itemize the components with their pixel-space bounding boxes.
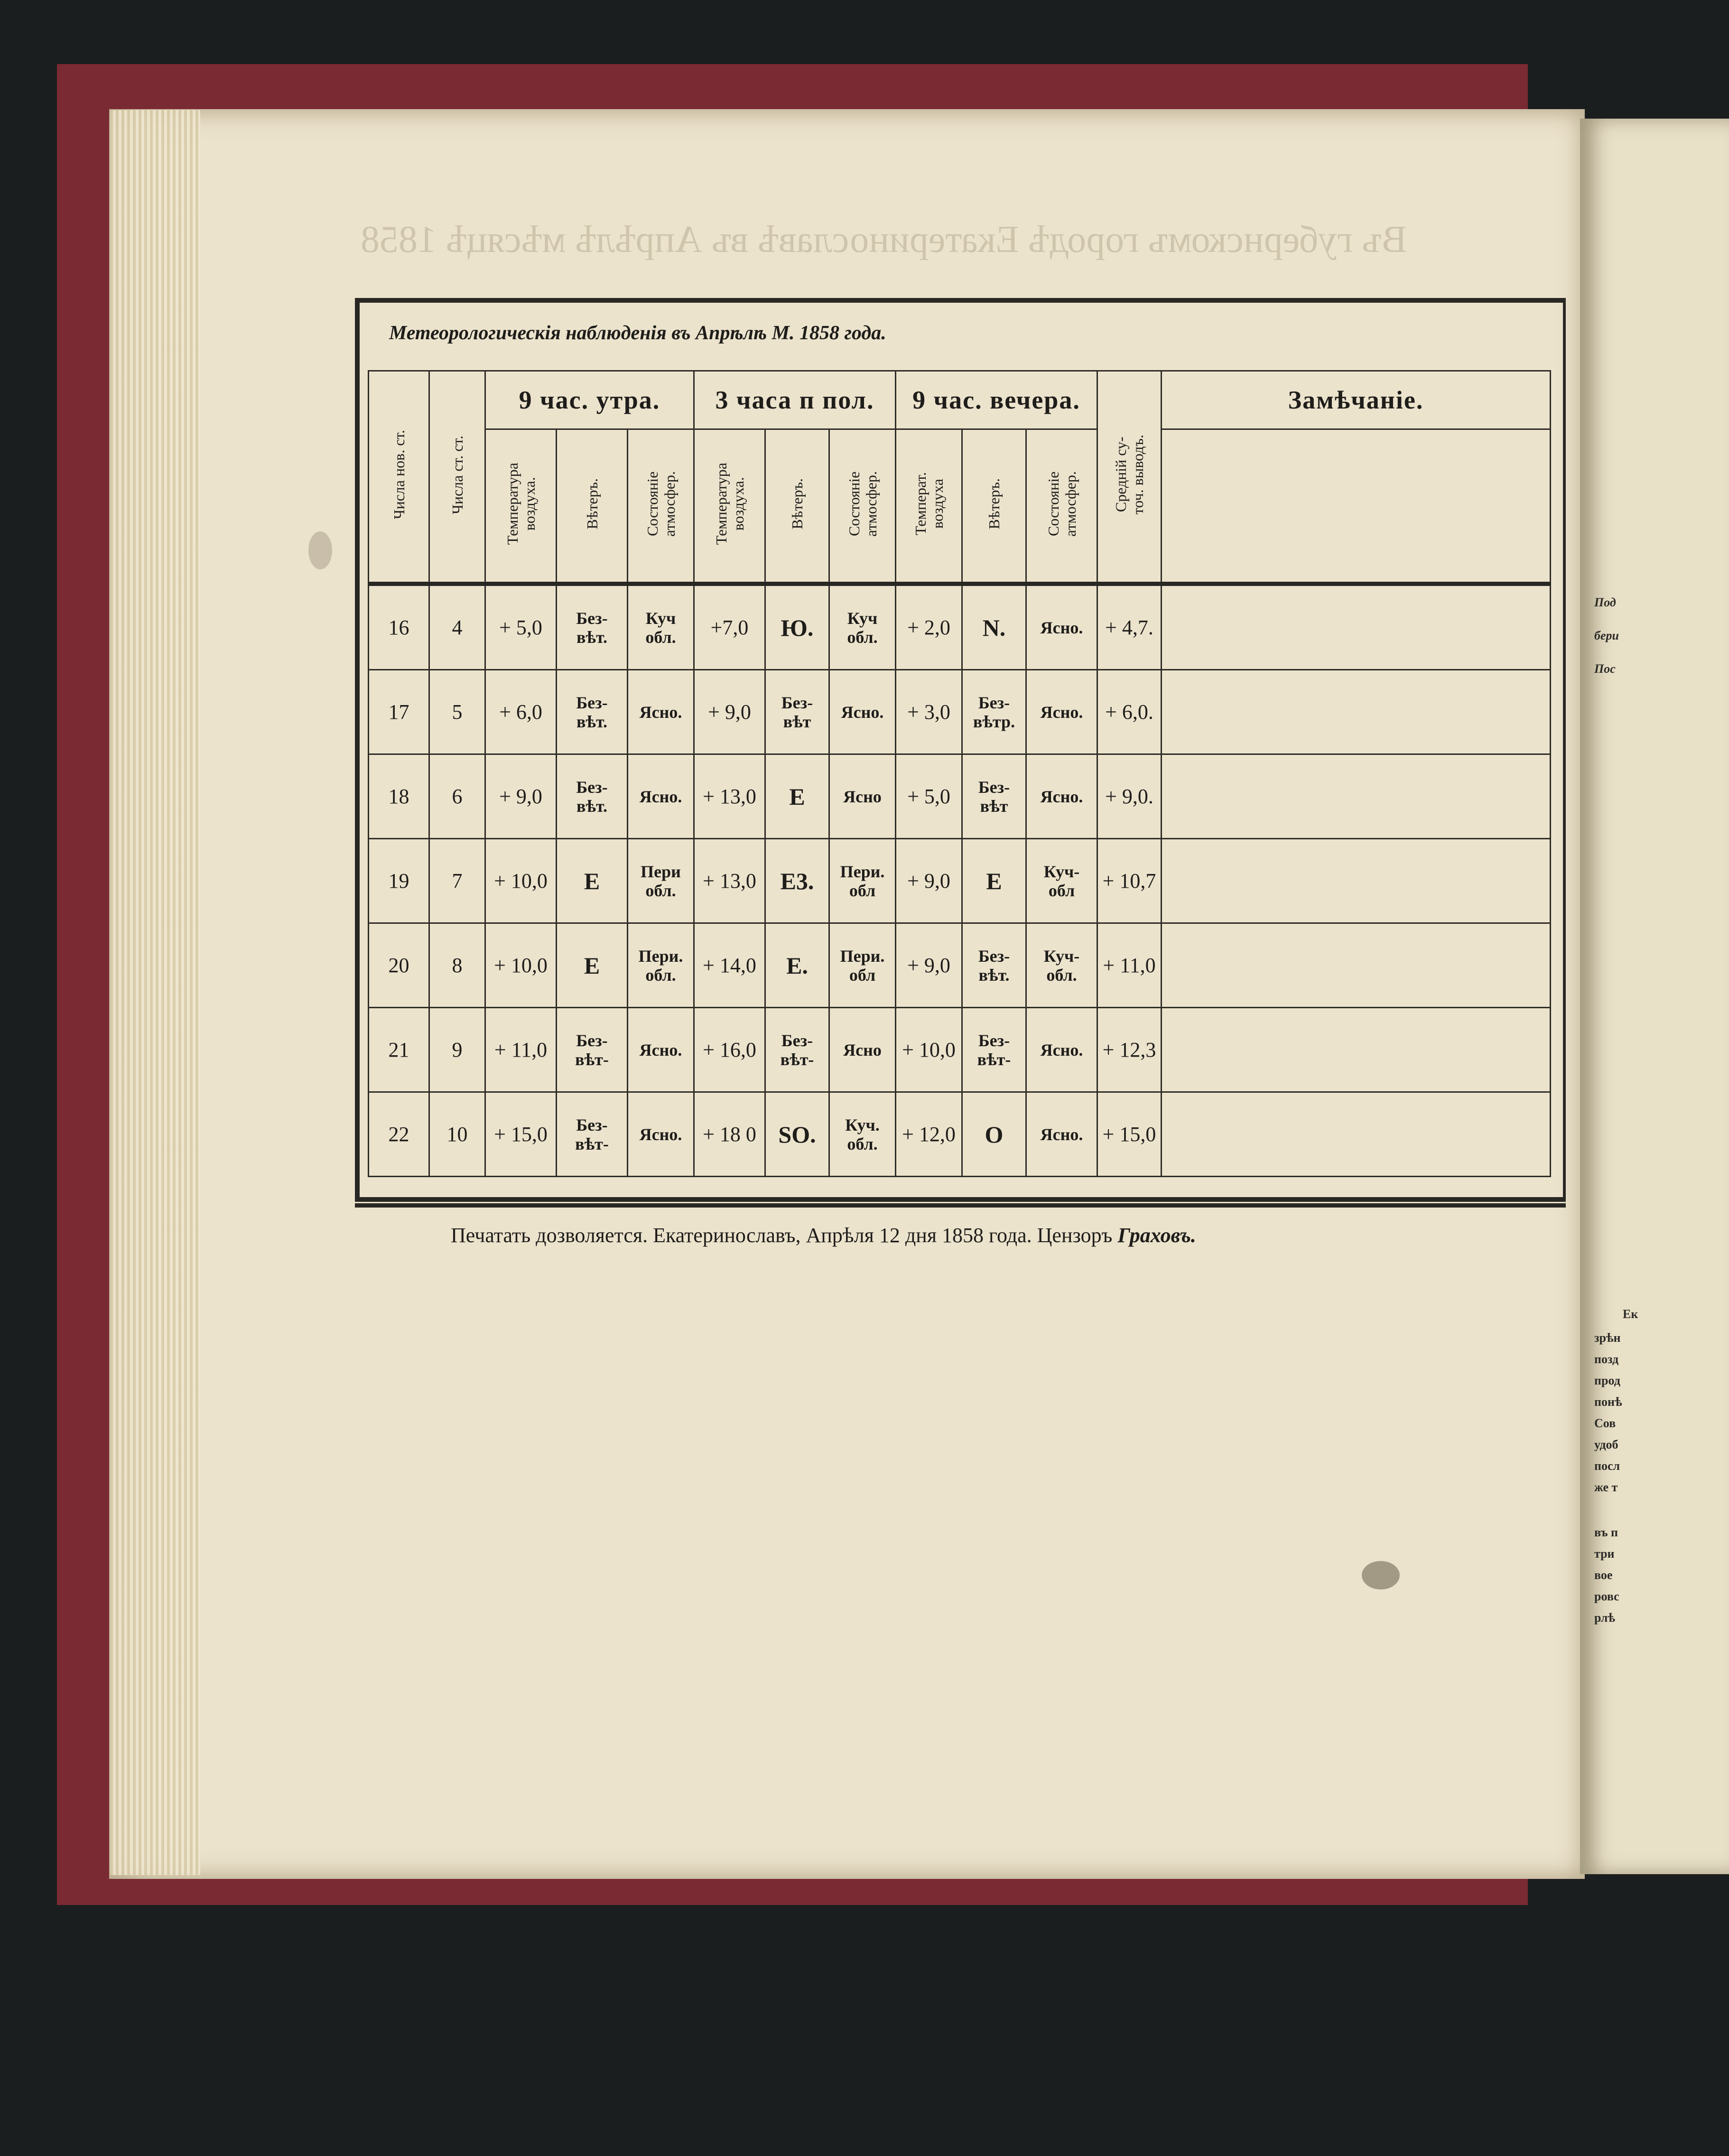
cell-atmos-eve: Куч- обл <box>1026 839 1097 923</box>
cell-atmos-eve: Ясно. <box>1026 754 1097 839</box>
cell-average: + 15,0 <box>1097 1092 1162 1177</box>
cell-notes <box>1162 670 1551 754</box>
cell-temp-eve: + 2,0 <box>896 584 962 670</box>
facing-text: Ек <box>1623 1307 1638 1321</box>
facing-text: прод <box>1594 1374 1620 1387</box>
cell-temp-eve: + 12,0 <box>896 1092 962 1177</box>
col-header-temp-am: Температура воздуха. <box>485 429 557 584</box>
col-header-wind-eve: Вѣтеръ. <box>962 429 1026 584</box>
cell-atmos-am: Ясно. <box>628 670 694 754</box>
cell-wind-pm: SO. <box>765 1092 829 1177</box>
col-header-atmos-am: Состояніе атмосфер. <box>628 429 694 584</box>
weather-table <box>368 370 1551 1177</box>
cell-average: + 10,7 <box>1097 839 1162 923</box>
cell-atmos-am: Куч обл. <box>628 584 694 670</box>
column-header-row <box>369 429 1551 584</box>
col-header-temp-eve: Температ. воздуха <box>896 429 962 584</box>
cell-atmos-pm: Ясно <box>829 754 896 839</box>
cell-old-day: 4 <box>429 584 485 670</box>
cell-wind-am: Без- вѣт. <box>557 670 628 754</box>
facing-text: посл <box>1594 1459 1620 1473</box>
censor-text: Печатать дозволяется. Екатеринославъ, Апрѣля 12 дня 1858 года. Цензоръ <box>451 1224 1113 1247</box>
cell-temp-am: + 11,0 <box>485 1008 557 1092</box>
cell-new-day: 17 <box>369 670 429 754</box>
cell-temp-am: + 6,0 <box>485 670 557 754</box>
cell-average: + 12,3 <box>1097 1008 1162 1092</box>
group-header-evening: 9 час. вечера. <box>896 371 1097 429</box>
cell-old-day: 8 <box>429 923 485 1008</box>
cell-temp-am: + 15,0 <box>485 1092 557 1177</box>
facing-text: бери <box>1594 629 1619 642</box>
cell-temp-pm: + 13,0 <box>694 839 765 923</box>
cell-wind-eve: N. <box>962 584 1026 670</box>
cell-temp-pm: + 13,0 <box>694 754 765 839</box>
col-header-wind-pm: Вѣтеръ. <box>765 429 829 584</box>
table-row <box>369 670 1551 754</box>
facing-text: въ п <box>1594 1525 1618 1539</box>
facing-page <box>1580 119 1729 1874</box>
table-bottom-rule <box>355 1203 1566 1208</box>
cell-atmos-eve: Ясно. <box>1026 1008 1097 1092</box>
facing-text: рлѣ <box>1594 1611 1616 1625</box>
cell-old-day: 6 <box>429 754 485 839</box>
cell-atmos-am: Пери. обл. <box>628 923 694 1008</box>
cell-wind-am: Без- вѣт. <box>557 754 628 839</box>
cell-atmos-eve: Ясно. <box>1026 584 1097 670</box>
cell-wind-pm: E <box>765 754 829 839</box>
page-edges <box>110 110 200 1875</box>
table-row <box>369 1008 1551 1092</box>
cell-atmos-eve: Ясно. <box>1026 1092 1097 1177</box>
col-header-average: Средній су- точ. выводъ. <box>1097 371 1162 584</box>
cell-atmos-pm: Куч. обл. <box>829 1092 896 1177</box>
cell-temp-pm: + 16,0 <box>694 1008 765 1092</box>
cell-temp-pm: +7,0 <box>694 584 765 670</box>
col-header-temp-pm: Температура воздуха. <box>694 429 765 584</box>
cell-average: + 9,0. <box>1097 754 1162 839</box>
col-header-new-style: Числа нов. ст. <box>369 371 429 584</box>
cell-new-day: 21 <box>369 1008 429 1092</box>
facing-text: три <box>1594 1547 1615 1561</box>
cell-atmos-pm: Куч обл. <box>829 584 896 670</box>
cell-notes <box>1162 1092 1551 1177</box>
cell-temp-am: + 10,0 <box>485 923 557 1008</box>
paper-stain <box>1362 1561 1400 1589</box>
col-header-atmos-eve: Состояніе атмосфер. <box>1026 429 1097 584</box>
cell-atmos-eve: Куч- обл. <box>1026 923 1097 1008</box>
cell-average: + 4,7. <box>1097 584 1162 670</box>
cell-new-day: 20 <box>369 923 429 1008</box>
facing-text: удоб <box>1594 1438 1618 1451</box>
facing-text: вое <box>1594 1568 1613 1582</box>
table-row <box>369 1092 1551 1177</box>
facing-text: понѣ <box>1594 1395 1622 1409</box>
cell-average: + 11,0 <box>1097 923 1162 1008</box>
cell-notes <box>1162 839 1551 923</box>
cell-old-day: 9 <box>429 1008 485 1092</box>
cell-wind-am: Без- вѣт- <box>557 1008 628 1092</box>
cell-temp-pm: + 18 0 <box>694 1092 765 1177</box>
cell-temp-am: + 10,0 <box>485 839 557 923</box>
group-header-afternoon: 3 часа п пол. <box>694 371 896 429</box>
cell-wind-eve: Без- вѣт <box>962 754 1026 839</box>
cell-wind-am: E <box>557 923 628 1008</box>
censor-line <box>451 1223 1196 1247</box>
cell-temp-pm: + 14,0 <box>694 923 765 1008</box>
facing-text: ровс <box>1594 1589 1619 1603</box>
group-header-row <box>369 371 1551 429</box>
cell-notes <box>1162 923 1551 1008</box>
cell-old-day: 5 <box>429 670 485 754</box>
facing-text: Под <box>1594 595 1616 609</box>
cell-wind-pm: E. <box>765 923 829 1008</box>
cell-notes <box>1162 754 1551 839</box>
cell-temp-am: + 5,0 <box>485 584 557 670</box>
table-row <box>369 584 1551 670</box>
cell-wind-eve: Без- вѣтр. <box>962 670 1026 754</box>
cell-wind-eve: E <box>962 839 1026 923</box>
cell-atmos-pm: Ясно. <box>829 670 896 754</box>
cell-temp-eve: + 9,0 <box>896 923 962 1008</box>
cell-atmos-pm: Ясно <box>829 1008 896 1092</box>
cell-temp-am: + 9,0 <box>485 754 557 839</box>
cell-new-day: 16 <box>369 584 429 670</box>
paper-stain <box>308 531 332 569</box>
cell-atmos-am: Ясно. <box>628 1092 694 1177</box>
bleed-through-text: Въ губернскомъ городѣ Екатеринославѣ въ Апрѣлѣ мѣсяцѣ 1858 <box>361 219 1407 260</box>
table-row <box>369 839 1551 923</box>
cell-wind-pm: Без- вѣт- <box>765 1008 829 1092</box>
col-header-wind-am: Вѣтеръ. <box>557 429 628 584</box>
cell-wind-am: Без- вѣт. <box>557 584 628 670</box>
group-header-morning: 9 час. утра. <box>485 371 694 429</box>
group-header-notes: Замѣчаніе. <box>1162 371 1551 429</box>
cell-atmos-am: Ясно. <box>628 754 694 839</box>
cell-average: + 6,0. <box>1097 670 1162 754</box>
cell-notes <box>1162 1008 1551 1092</box>
notes-header-cell <box>1162 429 1551 584</box>
table-title: Метеорологическія наблюденія въ Апрѣлѣ М. 1858 года. <box>389 322 886 344</box>
table-row <box>369 923 1551 1008</box>
cell-atmos-pm: Пери. обл <box>829 923 896 1008</box>
cell-atmos-pm: Пери. обл <box>829 839 896 923</box>
cell-wind-eve: Без- вѣт- <box>962 1008 1026 1092</box>
facing-text: Сов <box>1594 1416 1616 1430</box>
facing-text: зрѣн <box>1594 1331 1621 1345</box>
col-header-atmos-pm: Состояніе атмосфер. <box>829 429 896 584</box>
facing-text: Пос <box>1594 662 1616 676</box>
cell-wind-eve: Без- вѣт. <box>962 923 1026 1008</box>
cell-new-day: 19 <box>369 839 429 923</box>
cell-wind-am: Без- вѣт- <box>557 1092 628 1177</box>
cell-new-day: 18 <box>369 754 429 839</box>
cell-old-day: 7 <box>429 839 485 923</box>
facing-text: же т <box>1594 1480 1618 1494</box>
cell-temp-eve: + 3,0 <box>896 670 962 754</box>
cell-wind-pm: Ю. <box>765 584 829 670</box>
cell-wind-am: E <box>557 839 628 923</box>
cell-temp-eve: + 10,0 <box>896 1008 962 1092</box>
cell-temp-eve: + 9,0 <box>896 839 962 923</box>
cell-temp-pm: + 9,0 <box>694 670 765 754</box>
cell-atmos-am: Ясно. <box>628 1008 694 1092</box>
facing-text: позд <box>1594 1352 1619 1366</box>
table-row <box>369 754 1551 839</box>
cell-atmos-am: Пери обл. <box>628 839 694 923</box>
cell-temp-eve: + 5,0 <box>896 754 962 839</box>
censor-name: Граховъ. <box>1117 1224 1196 1247</box>
cell-new-day: 22 <box>369 1092 429 1177</box>
cell-old-day: 10 <box>429 1092 485 1177</box>
cell-atmos-eve: Ясно. <box>1026 670 1097 754</box>
cell-wind-pm: Е3. <box>765 839 829 923</box>
cell-wind-eve: O <box>962 1092 1026 1177</box>
col-header-old-style: Числа ст. ст. <box>429 371 485 584</box>
cell-notes <box>1162 584 1551 670</box>
cell-wind-pm: Без- вѣт <box>765 670 829 754</box>
